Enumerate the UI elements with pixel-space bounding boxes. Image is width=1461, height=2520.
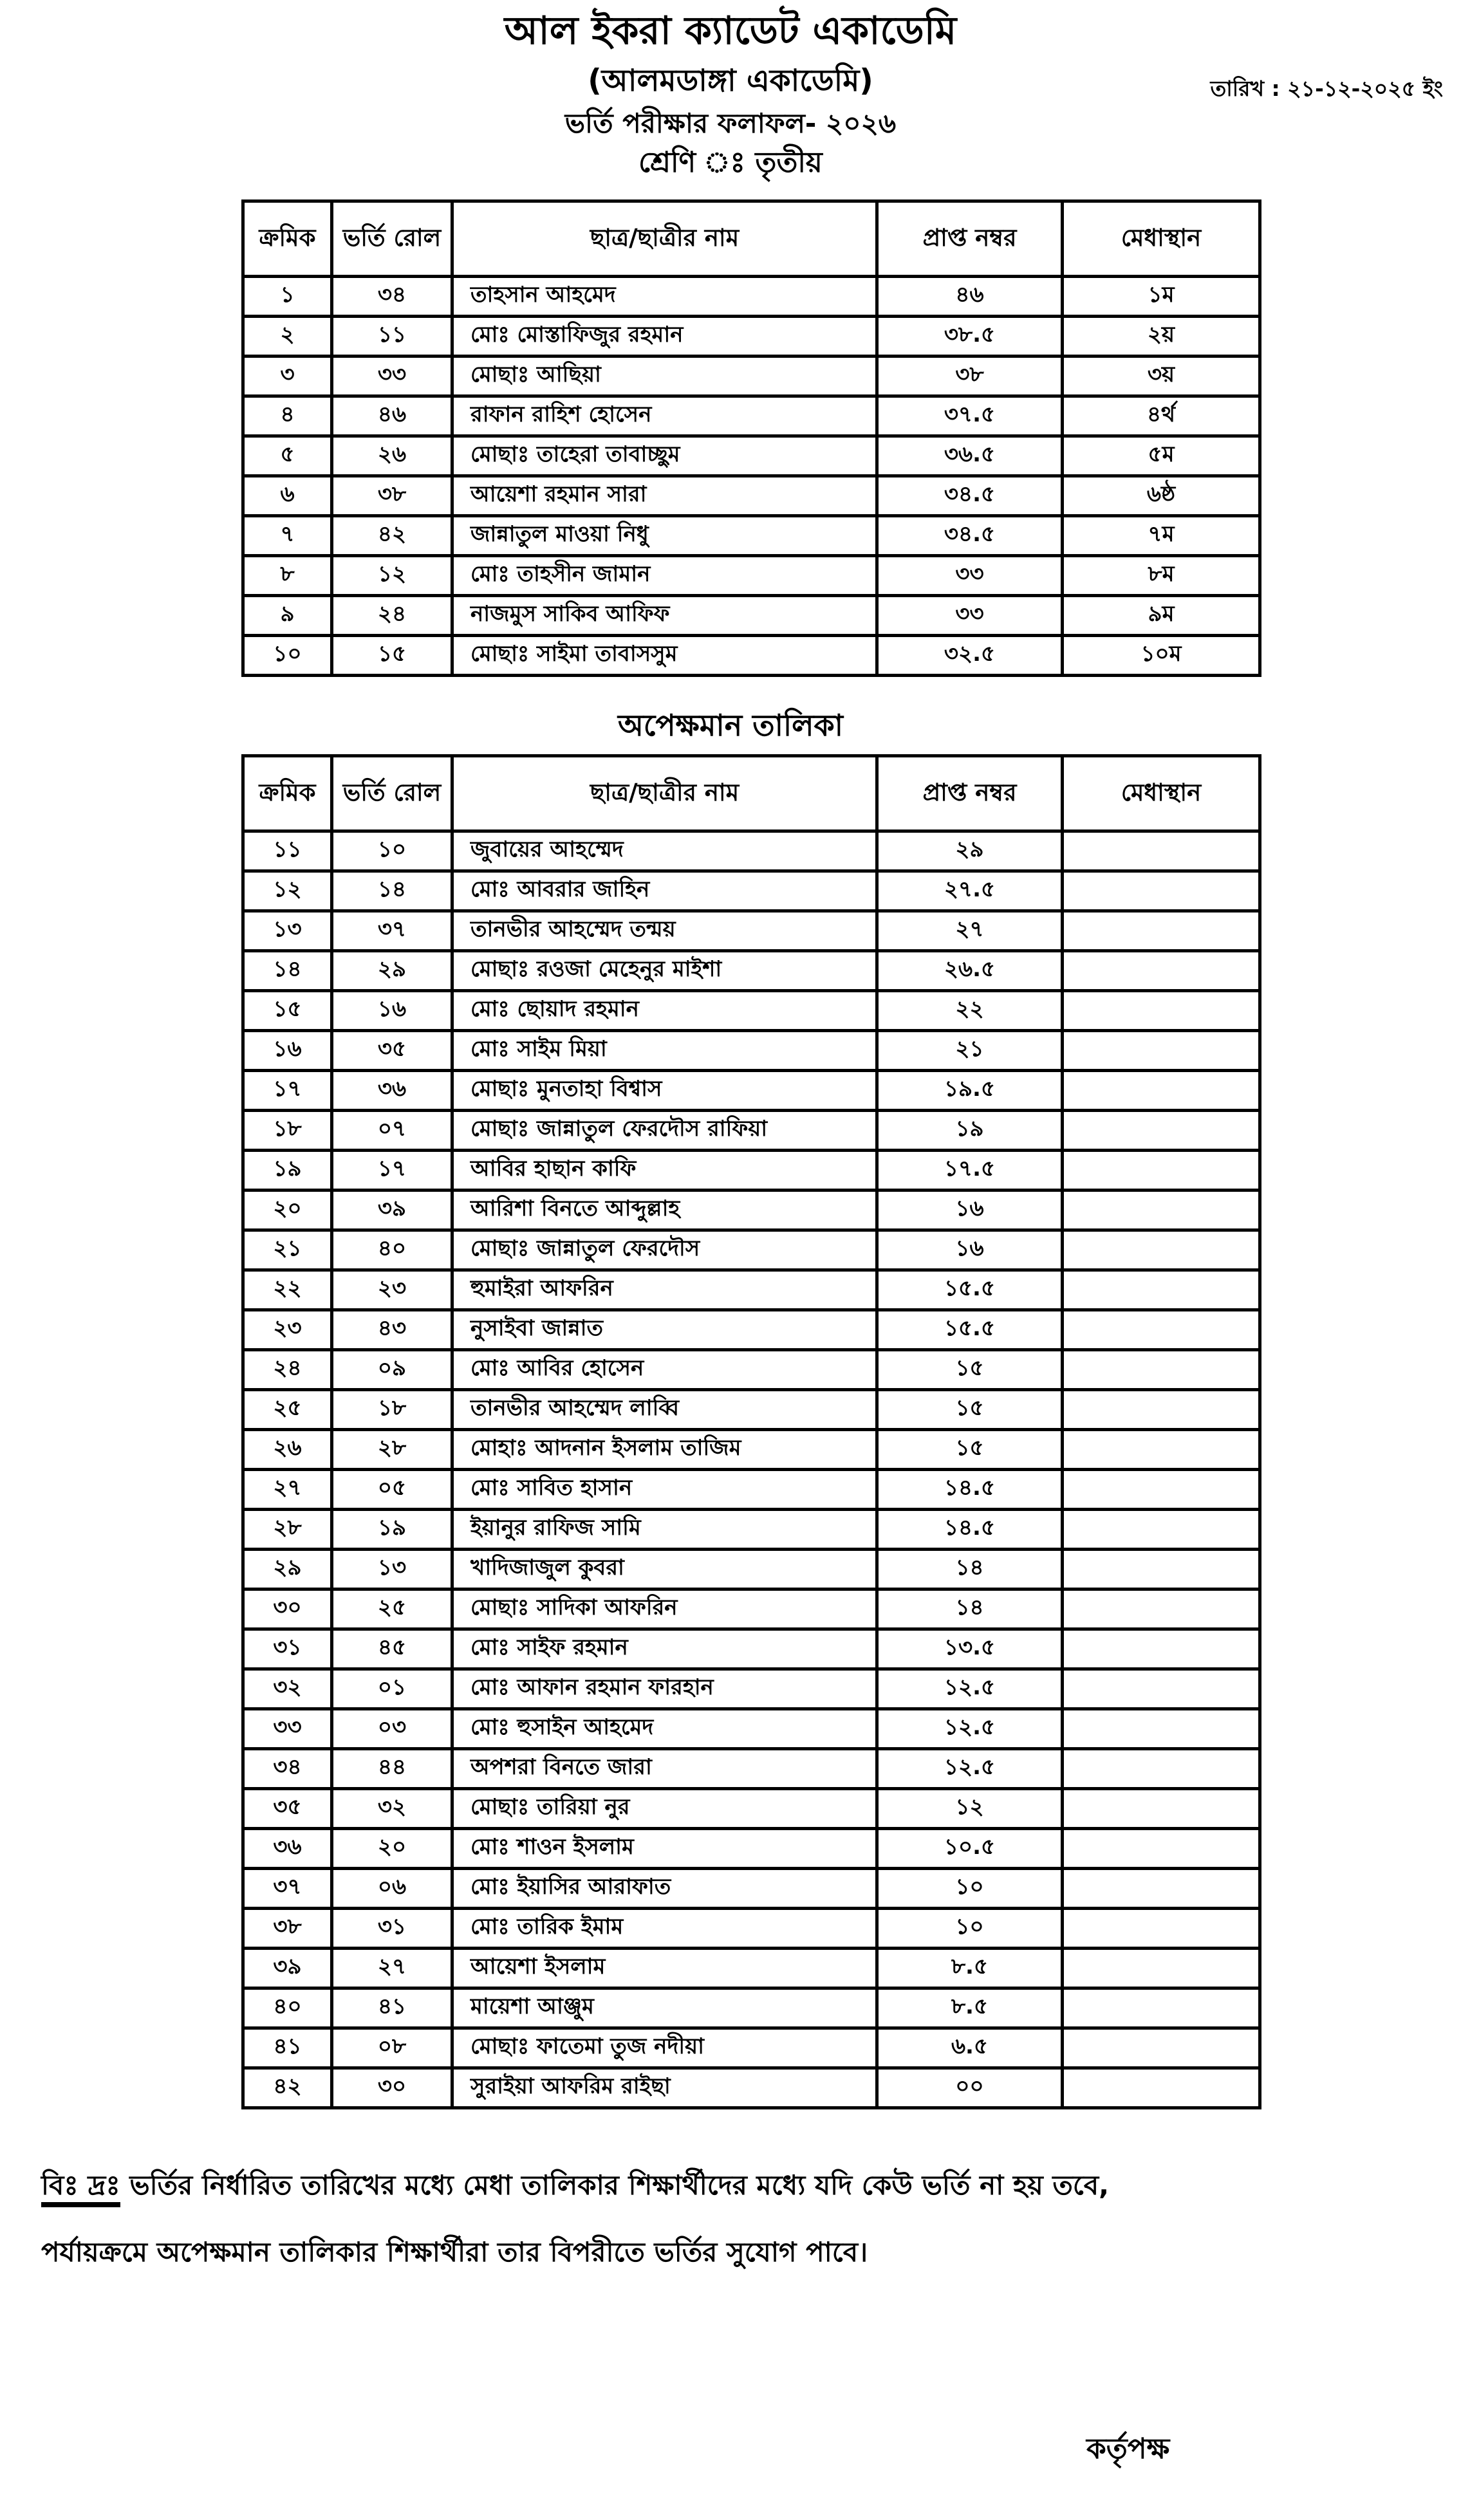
serial-cell: ৩৫ bbox=[243, 1789, 332, 1829]
table-row bbox=[243, 317, 1260, 357]
name-cell: জান্নাতুল মাওয়া নিধু bbox=[452, 516, 877, 556]
rank-cell: ১ম bbox=[1063, 277, 1260, 317]
rank-cell bbox=[1063, 1031, 1260, 1071]
serial-cell: ২৭ bbox=[243, 1470, 332, 1510]
serial-cell: ২২ bbox=[243, 1270, 332, 1310]
serial-cell: ১২ bbox=[243, 871, 332, 911]
rank-cell bbox=[1063, 1151, 1260, 1191]
rank-cell: ২য় bbox=[1063, 317, 1260, 357]
rank-cell bbox=[1063, 951, 1260, 991]
name-cell: মোছাঃ জান্নাতুল ফেরদৌস bbox=[452, 1230, 877, 1270]
table-row bbox=[243, 1350, 1260, 1390]
roll-cell: ০৫ bbox=[332, 1470, 452, 1510]
serial-cell: ৩৬ bbox=[243, 1829, 332, 1869]
score-cell: ১৫ bbox=[877, 1390, 1063, 1430]
name-cell: মোঃ সাইফ রহমান bbox=[452, 1629, 877, 1669]
table-row bbox=[243, 1988, 1260, 2028]
serial-cell: ১৮ bbox=[243, 1111, 332, 1151]
score-cell: ১৬ bbox=[877, 1230, 1063, 1270]
name-cell: আরিশা বিনতে আব্দুল্লাহ bbox=[452, 1191, 877, 1230]
serial-cell: ৫ bbox=[243, 436, 332, 476]
name-cell: ইয়ানুর রাফিজ সামি bbox=[452, 1510, 877, 1550]
table-row bbox=[243, 1869, 1260, 1909]
score-cell: ৬.৫ bbox=[877, 2028, 1063, 2068]
roll-cell: ৩২ bbox=[332, 1789, 452, 1829]
roll-cell: ১৪ bbox=[332, 871, 452, 911]
score-cell: ২৭ bbox=[877, 911, 1063, 951]
score-cell: ৮.৫ bbox=[877, 1988, 1063, 2028]
rank-cell bbox=[1063, 911, 1260, 951]
rank-cell bbox=[1063, 871, 1260, 911]
serial-cell: ৩০ bbox=[243, 1589, 332, 1629]
table-row bbox=[243, 991, 1260, 1031]
serial-cell: ২৯ bbox=[243, 1550, 332, 1589]
score-cell: ১৯.৫ bbox=[877, 1071, 1063, 1111]
table-row bbox=[243, 1949, 1260, 1988]
serial-cell: ৩২ bbox=[243, 1669, 332, 1709]
table-row bbox=[243, 396, 1260, 436]
rank-cell bbox=[1063, 1749, 1260, 1789]
rank-cell: ৭ম bbox=[1063, 516, 1260, 556]
table-row bbox=[243, 911, 1260, 951]
score-cell: ১৫.৫ bbox=[877, 1310, 1063, 1350]
header-serial: ক্রমিক bbox=[243, 201, 332, 277]
document-header bbox=[0, 0, 1461, 183]
table-row bbox=[243, 2028, 1260, 2068]
rank-cell: ৮ম bbox=[1063, 556, 1260, 596]
header-score: প্রাপ্ত নম্বর bbox=[877, 201, 1063, 277]
roll-cell: ১৭ bbox=[332, 1151, 452, 1191]
table-row bbox=[243, 1589, 1260, 1629]
table-row bbox=[243, 831, 1260, 871]
serial-cell: ৪১ bbox=[243, 2028, 332, 2068]
name-cell: নুসাইবা জান্নাত bbox=[452, 1310, 877, 1350]
score-cell: ১৯ bbox=[877, 1111, 1063, 1151]
table-row bbox=[243, 1709, 1260, 1749]
name-cell: তানভীর আহম্মেদ লাব্বি bbox=[452, 1390, 877, 1430]
merit-table bbox=[241, 199, 1261, 677]
serial-cell: ২ bbox=[243, 317, 332, 357]
roll-cell: ২৯ bbox=[332, 951, 452, 991]
score-cell: ৩৪.৫ bbox=[877, 516, 1063, 556]
serial-cell: ২৫ bbox=[243, 1390, 332, 1430]
serial-cell: ২০ bbox=[243, 1191, 332, 1230]
score-cell: ১৪.৫ bbox=[877, 1470, 1063, 1510]
rank-cell bbox=[1063, 1470, 1260, 1510]
score-cell: ১৫ bbox=[877, 1430, 1063, 1470]
serial-cell: ১৭ bbox=[243, 1071, 332, 1111]
table-row bbox=[243, 1270, 1260, 1310]
header-rank: মেধাস্থান bbox=[1063, 756, 1260, 831]
table-row bbox=[243, 1470, 1260, 1510]
name-cell: জুবায়ের আহম্মেদ bbox=[452, 831, 877, 871]
score-cell: ১৪ bbox=[877, 1589, 1063, 1629]
rank-cell bbox=[1063, 1629, 1260, 1669]
roll-cell: ০৭ bbox=[332, 1111, 452, 1151]
roll-cell: ৪৪ bbox=[332, 1749, 452, 1789]
roll-cell: ০৮ bbox=[332, 2028, 452, 2068]
score-cell: ৩৪.৫ bbox=[877, 476, 1063, 516]
table-row bbox=[243, 951, 1260, 991]
score-cell: ১২.৫ bbox=[877, 1709, 1063, 1749]
note-line2: পর্যায়ক্রমে অপেক্ষমান তালিকার শিক্ষার্থীরা তার বিপরীতে ভর্তির সুযোগ পাবে। bbox=[41, 2236, 868, 2268]
name-cell: মোঃ শাওন ইসলাম bbox=[452, 1829, 877, 1869]
table-row bbox=[243, 596, 1260, 636]
academy-title: আল ইকরা ক্যাডেট একাডেমি bbox=[504, 8, 957, 53]
score-cell: ৩৮ bbox=[877, 357, 1063, 396]
table-row bbox=[243, 1111, 1260, 1151]
serial-cell: ১৬ bbox=[243, 1031, 332, 1071]
score-cell: ৮.৫ bbox=[877, 1949, 1063, 1988]
name-cell: হুমাইরা আফরিন bbox=[452, 1270, 877, 1310]
roll-cell: ২৭ bbox=[332, 1949, 452, 1988]
table-row bbox=[243, 1909, 1260, 1949]
table-row bbox=[243, 871, 1260, 911]
serial-cell: ১৫ bbox=[243, 991, 332, 1031]
authority-signature: কর্তৃপক্ষ bbox=[1086, 2432, 1170, 2465]
rank-cell bbox=[1063, 1550, 1260, 1589]
serial-cell: ৯ bbox=[243, 596, 332, 636]
score-cell: ২৬.৫ bbox=[877, 951, 1063, 991]
header-student-name: ছাত্র/ছাত্রীর নাম bbox=[452, 201, 877, 277]
rank-cell bbox=[1063, 1789, 1260, 1829]
name-cell: মোঃ আবরার জাহিন bbox=[452, 871, 877, 911]
serial-cell: ৪২ bbox=[243, 2068, 332, 2108]
name-cell: মোছাঃ রওজা মেহেনুর মাইশা bbox=[452, 951, 877, 991]
score-cell: ১৪ bbox=[877, 1550, 1063, 1589]
name-cell: সুরাইয়া আফরিম রাইছা bbox=[452, 2068, 877, 2108]
rank-cell: ৫ম bbox=[1063, 436, 1260, 476]
score-cell: ৩৮.৫ bbox=[877, 317, 1063, 357]
rank-cell bbox=[1063, 1390, 1260, 1430]
rank-cell bbox=[1063, 1430, 1260, 1470]
roll-cell: ৩৭ bbox=[332, 911, 452, 951]
header-student-name: ছাত্র/ছাত্রীর নাম bbox=[452, 756, 877, 831]
serial-cell: ৩৯ bbox=[243, 1949, 332, 1988]
roll-cell: ৩০ bbox=[332, 2068, 452, 2108]
rank-cell bbox=[1063, 1669, 1260, 1709]
score-cell: ১০ bbox=[877, 1869, 1063, 1909]
roll-cell: ৪৩ bbox=[332, 1310, 452, 1350]
roll-cell: ৪৫ bbox=[332, 1629, 452, 1669]
footer-note bbox=[41, 2152, 1442, 2286]
rank-cell bbox=[1063, 1350, 1260, 1390]
serial-cell: ১৩ bbox=[243, 911, 332, 951]
name-cell: আবির হাছান কাফি bbox=[452, 1151, 877, 1191]
table-row bbox=[243, 1310, 1260, 1350]
roll-cell: ০১ bbox=[332, 1669, 452, 1709]
score-cell: ১৫ bbox=[877, 1350, 1063, 1390]
table-row bbox=[243, 556, 1260, 596]
serial-cell: ২১ bbox=[243, 1230, 332, 1270]
serial-cell: ৩১ bbox=[243, 1629, 332, 1669]
name-cell: মোঃ মোস্তাফিজুর রহমান bbox=[452, 317, 877, 357]
table-row bbox=[243, 436, 1260, 476]
score-cell: ৩৩ bbox=[877, 556, 1063, 596]
name-cell: মোঃ আবির হোসেন bbox=[452, 1350, 877, 1390]
score-cell: ৪৬ bbox=[877, 277, 1063, 317]
roll-cell: ৩৯ bbox=[332, 1191, 452, 1230]
name-cell: তানভীর আহম্মেদ তন্ময় bbox=[452, 911, 877, 951]
rank-cell bbox=[1063, 2028, 1260, 2068]
table-row bbox=[243, 1230, 1260, 1270]
roll-cell: ০৩ bbox=[332, 1709, 452, 1749]
serial-cell: ২৩ bbox=[243, 1310, 332, 1350]
name-cell: মোছাঃ তারিয়া নুর bbox=[452, 1789, 877, 1829]
table-row bbox=[243, 1629, 1260, 1669]
serial-cell: ১১ bbox=[243, 831, 332, 871]
result-title: ভর্তি পরীক্ষার ফলাফল- ২০২৬ bbox=[564, 107, 897, 139]
score-cell: ২৭.৫ bbox=[877, 871, 1063, 911]
rank-cell bbox=[1063, 1988, 1260, 2028]
header-serial: ক্রমিক bbox=[243, 756, 332, 831]
name-cell: মোঃ আফান রহমান ফারহান bbox=[452, 1669, 877, 1709]
serial-cell: ২৬ bbox=[243, 1430, 332, 1470]
name-cell: মোছাঃ সাইমা তাবাসসুম bbox=[452, 636, 877, 676]
name-cell: মোঃ সাইম মিয়া bbox=[452, 1031, 877, 1071]
score-cell: ১৫.৫ bbox=[877, 1270, 1063, 1310]
roll-cell: ৩৮ bbox=[332, 476, 452, 516]
table-row bbox=[243, 1669, 1260, 1709]
name-cell: মোঃ হুসাইন আহমেদ bbox=[452, 1709, 877, 1749]
score-cell: ২২ bbox=[877, 991, 1063, 1031]
serial-cell: ৪ bbox=[243, 396, 332, 436]
table-row bbox=[243, 1390, 1260, 1430]
name-cell: মোছাঃ ফাতেমা তুজ নদীয়া bbox=[452, 2028, 877, 2068]
name-cell: মায়েশা আঞ্জুম bbox=[452, 1988, 877, 2028]
header-roll: ভর্তি রোল bbox=[332, 201, 452, 277]
rank-cell bbox=[1063, 991, 1260, 1031]
roll-cell: ৩৩ bbox=[332, 357, 452, 396]
roll-cell: ০৯ bbox=[332, 1350, 452, 1390]
score-cell: ৩২.৫ bbox=[877, 636, 1063, 676]
score-cell: ১৭.৫ bbox=[877, 1151, 1063, 1191]
serial-cell: ৬ bbox=[243, 476, 332, 516]
roll-cell: ২৩ bbox=[332, 1270, 452, 1310]
name-cell: নাজমুস সাকিব আফিফ bbox=[452, 596, 877, 636]
roll-cell: ১৯ bbox=[332, 1510, 452, 1550]
rank-cell bbox=[1063, 1869, 1260, 1909]
note-line1: ভর্তির নির্ধারিত তারিখের মধ্যে মেধা তালিকার শিক্ষার্থীদের মধ্যে যদি কেউ ভর্তি না হয় তবে, bbox=[129, 2169, 1110, 2201]
header-roll: ভর্তি রোল bbox=[332, 756, 452, 831]
name-cell: মোঃ ছোয়াদ রহমান bbox=[452, 991, 877, 1031]
roll-cell: ১০ bbox=[332, 831, 452, 871]
roll-cell: ৩৫ bbox=[332, 1031, 452, 1071]
serial-cell: ১৪ bbox=[243, 951, 332, 991]
serial-cell: ৩ bbox=[243, 357, 332, 396]
table-row bbox=[243, 636, 1260, 676]
roll-cell: ৪০ bbox=[332, 1230, 452, 1270]
roll-cell: ৩১ bbox=[332, 1909, 452, 1949]
score-cell: ১০.৫ bbox=[877, 1829, 1063, 1869]
rank-cell bbox=[1063, 2068, 1260, 2108]
note-prefix: বিঃ দ্রঃ bbox=[41, 2169, 120, 2207]
name-cell: রাফান রাহিশ হোসেন bbox=[452, 396, 877, 436]
name-cell: মোঃ তাহসীন জামান bbox=[452, 556, 877, 596]
table-row bbox=[243, 277, 1260, 317]
roll-cell: ২০ bbox=[332, 1829, 452, 1869]
score-cell: ২৯ bbox=[877, 831, 1063, 871]
score-cell: ০০ bbox=[877, 2068, 1063, 2108]
rank-cell bbox=[1063, 1709, 1260, 1749]
merit-table-header-row bbox=[243, 201, 1260, 277]
roll-cell: ১৩ bbox=[332, 1550, 452, 1589]
roll-cell: ৪২ bbox=[332, 516, 452, 556]
name-cell: অপশরা বিনতে জারা bbox=[452, 1749, 877, 1789]
rank-cell: ৬ষ্ঠ bbox=[1063, 476, 1260, 516]
name-cell: মোঃ ইয়াসির আরাফাত bbox=[452, 1869, 877, 1909]
serial-cell: ৪০ bbox=[243, 1988, 332, 2028]
serial-cell: ১৯ bbox=[243, 1151, 332, 1191]
rank-cell bbox=[1063, 1111, 1260, 1151]
rank-cell bbox=[1063, 1829, 1260, 1869]
name-cell: মোছাঃ আছিয়া bbox=[452, 357, 877, 396]
waiting-list-title: অপেক্ষমান তালিকা bbox=[618, 708, 843, 743]
roll-cell: ৩৪ bbox=[332, 277, 452, 317]
rank-cell: ৯ম bbox=[1063, 596, 1260, 636]
header-rank: মেধাস্থান bbox=[1063, 201, 1260, 277]
table-row bbox=[243, 1071, 1260, 1111]
table-row bbox=[243, 1191, 1260, 1230]
serial-cell: ৮ bbox=[243, 556, 332, 596]
roll-cell: ৩৬ bbox=[332, 1071, 452, 1111]
rank-cell bbox=[1063, 831, 1260, 871]
table-row bbox=[243, 1749, 1260, 1789]
name-cell: মোঃ সাবিত হাসান bbox=[452, 1470, 877, 1510]
rank-cell bbox=[1063, 1589, 1260, 1629]
rank-cell: ৩য় bbox=[1063, 357, 1260, 396]
roll-cell: ০৬ bbox=[332, 1869, 452, 1909]
score-cell: ১০ bbox=[877, 1909, 1063, 1949]
rank-cell: ১০ম bbox=[1063, 636, 1260, 676]
score-cell: ১৪.৫ bbox=[877, 1510, 1063, 1550]
rank-cell bbox=[1063, 1270, 1260, 1310]
serial-cell: ৩৭ bbox=[243, 1869, 332, 1909]
name-cell: তাহসান আহমেদ bbox=[452, 277, 877, 317]
serial-cell: ৩৪ bbox=[243, 1749, 332, 1789]
rank-cell bbox=[1063, 1510, 1260, 1550]
table-row bbox=[243, 1510, 1260, 1550]
roll-cell: ৪১ bbox=[332, 1988, 452, 2028]
table-row bbox=[243, 1031, 1260, 1071]
rank-cell: ৪র্থ bbox=[1063, 396, 1260, 436]
table-row bbox=[243, 516, 1260, 556]
table-row bbox=[243, 1151, 1260, 1191]
name-cell: মোছাঃ মুনতাহা বিশ্বাস bbox=[452, 1071, 877, 1111]
roll-cell: ১৬ bbox=[332, 991, 452, 1031]
roll-cell: ২৮ bbox=[332, 1430, 452, 1470]
roll-cell: ২৫ bbox=[332, 1589, 452, 1629]
rank-cell bbox=[1063, 1071, 1260, 1111]
score-cell: ৩৭.৫ bbox=[877, 396, 1063, 436]
table-row bbox=[243, 1550, 1260, 1589]
waiting-table-header-row bbox=[243, 756, 1260, 831]
name-cell: খাদিজাজুল কুবরা bbox=[452, 1550, 877, 1589]
serial-cell: ১০ bbox=[243, 636, 332, 676]
rank-cell bbox=[1063, 1909, 1260, 1949]
name-cell: মোছাঃ সাদিকা আফরিন bbox=[452, 1589, 877, 1629]
score-cell: ৩৬.৫ bbox=[877, 436, 1063, 476]
name-cell: মোহাঃ আদনান ইসলাম তাজিম bbox=[452, 1430, 877, 1470]
score-cell: ১২.৫ bbox=[877, 1749, 1063, 1789]
table-row bbox=[243, 1430, 1260, 1470]
serial-cell: ৭ bbox=[243, 516, 332, 556]
waiting-list-table bbox=[241, 754, 1261, 2109]
serial-cell: ৩৩ bbox=[243, 1709, 332, 1749]
academy-subtitle: (আলমডাঙ্গা একাডেমি) bbox=[588, 63, 873, 98]
serial-cell: ২৮ bbox=[243, 1510, 332, 1550]
rank-cell bbox=[1063, 1310, 1260, 1350]
serial-cell: ১ bbox=[243, 277, 332, 317]
date-label: তারিখ : ২১-১২-২০২৫ ইং bbox=[1210, 76, 1443, 101]
score-cell: ১২.৫ bbox=[877, 1669, 1063, 1709]
score-cell: ২১ bbox=[877, 1031, 1063, 1071]
score-cell: ১৬ bbox=[877, 1191, 1063, 1230]
class-label: শ্রেণি ঃ তৃতীয় bbox=[638, 146, 823, 179]
table-row bbox=[243, 1829, 1260, 1869]
score-cell: ১২ bbox=[877, 1789, 1063, 1829]
score-cell: ৩৩ bbox=[877, 596, 1063, 636]
name-cell: মোঃ তারিক ইমাম bbox=[452, 1909, 877, 1949]
name-cell: আয়েশা ইসলাম bbox=[452, 1949, 877, 1988]
roll-cell: ১১ bbox=[332, 317, 452, 357]
name-cell: আয়েশা রহমান সারা bbox=[452, 476, 877, 516]
table-row bbox=[243, 2068, 1260, 2108]
header-score: প্রাপ্ত নম্বর bbox=[877, 756, 1063, 831]
rank-cell bbox=[1063, 1191, 1260, 1230]
roll-cell: ১৮ bbox=[332, 1390, 452, 1430]
roll-cell: ৪৬ bbox=[332, 396, 452, 436]
table-row bbox=[243, 357, 1260, 396]
serial-cell: ৩৮ bbox=[243, 1909, 332, 1949]
roll-cell: ২৪ bbox=[332, 596, 452, 636]
name-cell: মোছাঃ তাহেরা তাবাচ্ছুম bbox=[452, 436, 877, 476]
roll-cell: ১৫ bbox=[332, 636, 452, 676]
score-cell: ১৩.৫ bbox=[877, 1629, 1063, 1669]
table-row bbox=[243, 1789, 1260, 1829]
roll-cell: ২৬ bbox=[332, 436, 452, 476]
rank-cell bbox=[1063, 1949, 1260, 1988]
serial-cell: ২৪ bbox=[243, 1350, 332, 1390]
table-row bbox=[243, 476, 1260, 516]
roll-cell: ১২ bbox=[332, 556, 452, 596]
name-cell: মোছাঃ জান্নাতুল ফেরদৌস রাফিয়া bbox=[452, 1111, 877, 1151]
rank-cell bbox=[1063, 1230, 1260, 1270]
